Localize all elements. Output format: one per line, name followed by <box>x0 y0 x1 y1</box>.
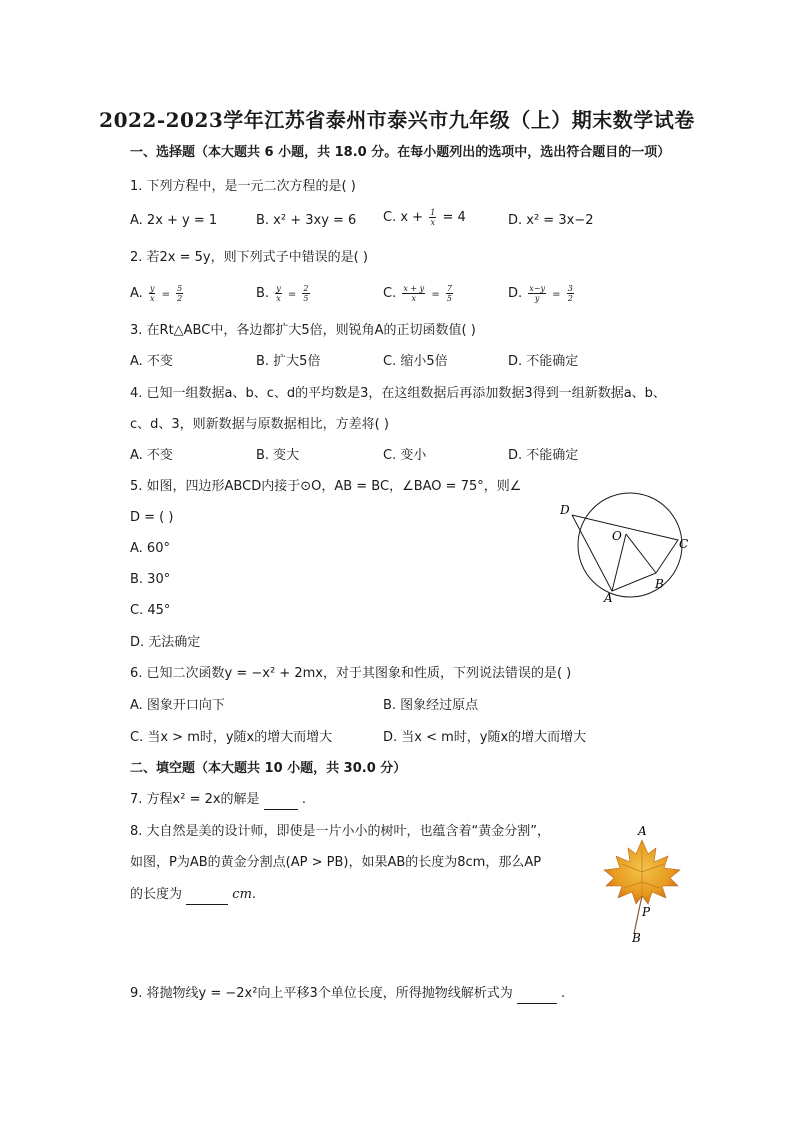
equals-sign: = <box>287 289 297 300</box>
question-8-line-1: 8. 大自然是美的设计师，即使是一片小小的树叶，也蕴含着“黄金分割”， <box>130 824 551 839</box>
question-6-stem: 6. 已知二次函数y = −x² + 2mx，对于其图象和性质，下列说法错误的是( ) <box>130 666 572 681</box>
question-6-option-b: B. 图象经过原点 <box>383 698 479 713</box>
question-2-option-a-label: A. <box>130 286 143 301</box>
question-5-option-b: B. 30° <box>130 572 171 587</box>
question-2-option-a <box>130 284 185 304</box>
fraction-numerator: 3 <box>567 284 573 293</box>
fraction-denominator: x <box>411 294 417 303</box>
question-9 <box>130 985 565 1004</box>
question-3-option-b: B. 扩大5倍 <box>256 354 321 369</box>
question-5-stem-line-2: D = ( ) <box>130 510 174 525</box>
point-label-o: O <box>612 529 622 543</box>
question-1-option-c <box>383 208 466 227</box>
circle-o <box>578 493 682 597</box>
question-2-option-d <box>508 284 576 304</box>
question-9-text: 9. 将抛物线y = −2x²向上平移3个单位长度，所得抛物线解析式为 <box>130 986 513 1001</box>
question-1-option-d: D. x² = 3x−2 <box>508 213 594 228</box>
question-2-option-c-lhs <box>402 284 425 303</box>
fraction-denominator: x <box>149 294 155 303</box>
question-3-stem: 3. 在Rt△ABC中，各边都扩大5倍，则锐角A的正切函数值( ) <box>130 323 476 338</box>
fraction-numerator: x + y <box>403 284 425 293</box>
answer-blank <box>186 886 228 905</box>
question-2-option-c-label: C. <box>383 286 397 301</box>
question-2-option-a-rhs <box>176 284 183 303</box>
point-label-a: A <box>638 824 647 838</box>
question-1-option-b: B. x² + 3xy = 6 <box>256 213 357 228</box>
question-4-stem-line-1: 4. 已知一组数据a、b、c、d的平均数是3，在这组数据后再添加数据3得到一组新数据a、b、 <box>130 386 666 401</box>
question-3-option-d: D. 不能确定 <box>508 354 579 369</box>
fraction-denominator: 2 <box>567 294 573 303</box>
point-label-d: D <box>560 503 570 517</box>
question-2-option-d-rhs <box>567 284 574 303</box>
question-8-line-3 <box>130 886 256 905</box>
question-9-suffix: . <box>561 986 566 1001</box>
question-2-option-b <box>256 284 312 304</box>
equals-sign: = <box>431 289 440 300</box>
fraction-numerator: y <box>276 284 281 293</box>
question-4-option-d: D. 不能确定 <box>508 448 579 463</box>
question-2-option-b-label: B. <box>256 286 270 301</box>
segment-ob <box>626 534 656 573</box>
fraction-numerator: 5 <box>177 284 183 293</box>
question-8-text: 的长度为 <box>130 887 183 902</box>
point-label-p: P <box>642 905 651 919</box>
question-5-circle-figure <box>550 490 710 610</box>
question-8-leaf-figure <box>592 822 692 950</box>
fraction-denominator: y <box>534 294 540 303</box>
question-8-line-2: 如图，P为AB的黄金分割点(AP > PB)，如果AB的长度为8cm，那么AP <box>130 855 542 870</box>
equals-sign: = <box>552 289 561 300</box>
question-1-option-c-fraction <box>429 208 436 227</box>
question-6-option-d: D. 当x < m时，y随x的增大而增大 <box>383 730 587 745</box>
fraction-denominator: 2 <box>177 294 183 303</box>
question-2-option-a-lhs <box>149 284 156 303</box>
question-5-stem-line-1: 5. 如图，四边形ABCD内接于⊙O，AB = BC，∠BAO = 75°，则∠ <box>130 479 522 494</box>
answer-blank <box>264 791 298 810</box>
fraction-denominator: x <box>430 218 435 227</box>
question-1-option-a: A. 2x + y = 1 <box>130 213 218 228</box>
question-2-option-b-lhs <box>275 284 282 303</box>
question-3-option-a: A. 不变 <box>130 354 173 369</box>
section-heading-choice: 一、选择题（本大题共 6 小题，共 18.0 分。在每小题列出的选项中，选出符合题目的一项） <box>130 145 671 160</box>
question-5-option-c: C. 45° <box>130 603 171 618</box>
point-label-b: B <box>655 577 664 591</box>
question-5-option-a: A. 60° <box>130 541 170 556</box>
question-3-option-c: C. 缩小5倍 <box>383 354 448 369</box>
question-4-option-c: C. 变小 <box>383 448 427 463</box>
equals-sign: = <box>161 289 170 300</box>
question-7-text: 7. 方程x² = 2x的解是 <box>130 792 260 807</box>
section-heading-fill-blank: 二、填空题（本大题共 10 小题，共 30.0 分） <box>130 761 407 776</box>
fraction-denominator: 5 <box>446 294 452 303</box>
question-8-unit: cm. <box>232 887 257 902</box>
fraction-denominator: x <box>276 294 281 303</box>
question-7 <box>130 791 306 810</box>
question-2-option-c-rhs <box>446 284 453 303</box>
question-4-option-b: B. 变大 <box>256 448 300 463</box>
question-6-option-a: A. 图象开口向下 <box>130 698 225 713</box>
point-label-b: B <box>632 931 641 945</box>
question-5-option-d: D. 无法确定 <box>130 635 201 650</box>
question-4-option-a: A. 不变 <box>130 448 173 463</box>
answer-blank <box>517 985 557 1004</box>
point-label-a: A <box>604 591 613 605</box>
question-7-suffix: . <box>301 792 306 807</box>
point-label-c: C <box>679 537 689 551</box>
question-2-stem: 2. 若2x = 5y，则下列式子中错误的是( ) <box>130 250 368 265</box>
fraction-numerator: x−y <box>529 284 546 293</box>
question-1-stem: 1. 下列方程中，是一元二次方程的是( ) <box>130 179 356 194</box>
fraction-numerator: y <box>149 284 155 293</box>
fraction-numerator: 2 <box>303 284 309 293</box>
question-1-option-c-suffix: = 4 <box>442 210 466 225</box>
question-1-option-c-prefix: C. x + <box>383 210 424 225</box>
question-4-stem-line-2: c、d、3，则新数据与原数据相比，方差将( ) <box>130 417 389 432</box>
fraction-numerator: 1 <box>430 208 436 217</box>
fraction-numerator: 7 <box>446 284 452 293</box>
question-2-option-d-lhs <box>528 284 546 303</box>
question-6-option-c: C. 当x > m时，y随x的增大而增大 <box>130 730 333 745</box>
page-title: 2022-2023学年江苏省泰州市泰兴市九年级（上）期末数学试卷 <box>99 108 695 132</box>
fraction-denominator: 5 <box>303 294 309 303</box>
question-2-option-b-rhs <box>302 284 309 303</box>
question-2-option-d-label: D. <box>508 286 523 301</box>
question-2-option-c <box>383 284 455 304</box>
